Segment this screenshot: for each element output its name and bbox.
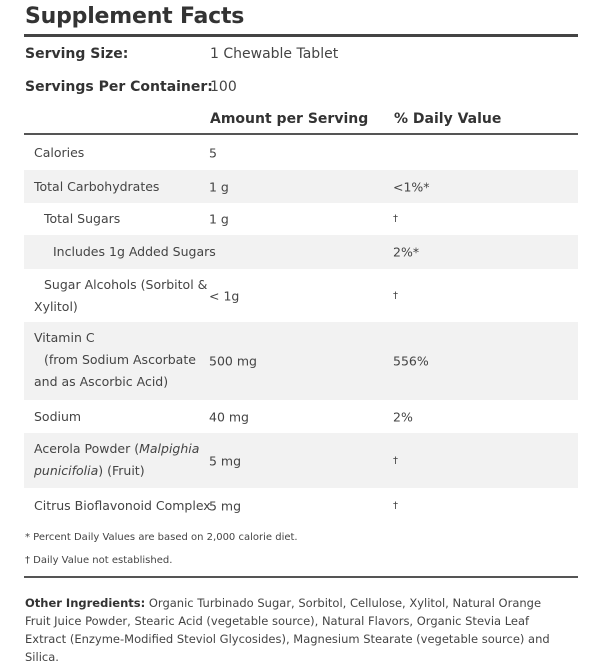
header-amount: Amount per Serving xyxy=(210,111,369,127)
nutrient-name: Vitamin C (from Sodium Ascorbate and as Ascorbic Acid) xyxy=(34,330,196,389)
nutrient-amount: 500 mg xyxy=(209,353,257,369)
serving-size-value: 1 Chewable Tablet xyxy=(210,46,339,62)
nutrient-dv: 556% xyxy=(393,353,429,369)
nutrient-dv: 2%* xyxy=(393,244,420,260)
table-row xyxy=(24,235,578,269)
nutrient-dv: † xyxy=(393,500,398,511)
nutrient-table xyxy=(24,136,578,523)
nutrient-dv: † xyxy=(393,455,398,466)
table-row xyxy=(24,488,578,523)
nutrient-amount: 1 g xyxy=(209,211,229,227)
panel-title: Supplement Facts xyxy=(25,4,245,29)
footnote-percent-dv: * Percent Daily Values are based on 2,000 calorie diet. xyxy=(25,532,298,543)
table-row xyxy=(24,400,578,433)
servings-per-container-value: 100 xyxy=(210,79,237,95)
header-daily-value: % Daily Value xyxy=(394,111,502,127)
footnote-dagger: † Daily Value not established. xyxy=(25,555,173,566)
nutrient-dv: † xyxy=(393,213,398,225)
nutrient-dv: † xyxy=(393,290,398,301)
nutrient-name: Sugar Alcohols (Sorbitol & Xylitol) xyxy=(34,277,208,314)
nutrient-amount: 5 xyxy=(209,145,217,161)
title-rule xyxy=(24,34,578,37)
nutrient-name: Includes 1g Added Sugars xyxy=(53,244,216,259)
table-row xyxy=(24,269,578,322)
nutrient-name: Sodium xyxy=(34,408,82,424)
nutrient-dv: <1%* xyxy=(393,179,430,194)
nutrient-dv: 2% xyxy=(393,409,413,424)
footnote-rule xyxy=(24,576,578,578)
serving-size-label: Serving Size: xyxy=(25,46,129,62)
table-row xyxy=(24,433,578,488)
table-row xyxy=(24,203,578,235)
nutrient-amount: < 1g xyxy=(209,288,240,303)
nutrient-amount: 40 mg xyxy=(209,409,249,424)
nutrient-name: Citrus Bioflavonoid Complex xyxy=(34,497,211,513)
ingredients-text: Organic Turbinado Sugar, Sorbitol, Cellulose, Xylitol, Natural Orange Fruit Juice Powder, Stearic Acid (vegetable source), Natural Flavors, Organic Stevia Leaf Extract (Enzyme-Modified Steviol Glycosides), Magnesium Stearate (vegetable source) and Silica. xyxy=(25,596,550,664)
nutrient-amount: 1 g xyxy=(209,179,229,194)
nutrient-name: Total Sugars xyxy=(44,211,121,226)
ingredients-label: Other Ingredients: xyxy=(25,596,146,610)
nutrient-amount: 5 mg xyxy=(209,498,242,513)
servings-per-container-label: Servings Per Container: xyxy=(25,79,213,95)
nutrient-amount: 5 mg xyxy=(209,453,242,468)
table-row xyxy=(24,170,578,203)
header-rule xyxy=(24,133,578,135)
nutrient-name: Calories xyxy=(34,145,85,160)
table-row xyxy=(24,322,578,400)
table-row xyxy=(24,136,578,170)
other-ingredients xyxy=(25,594,570,666)
nutrient-name: Acerola Powder (Malpighia punicifolia) (Fruit) xyxy=(34,441,200,478)
nutrient-name: Total Carbohydrates xyxy=(34,178,160,194)
